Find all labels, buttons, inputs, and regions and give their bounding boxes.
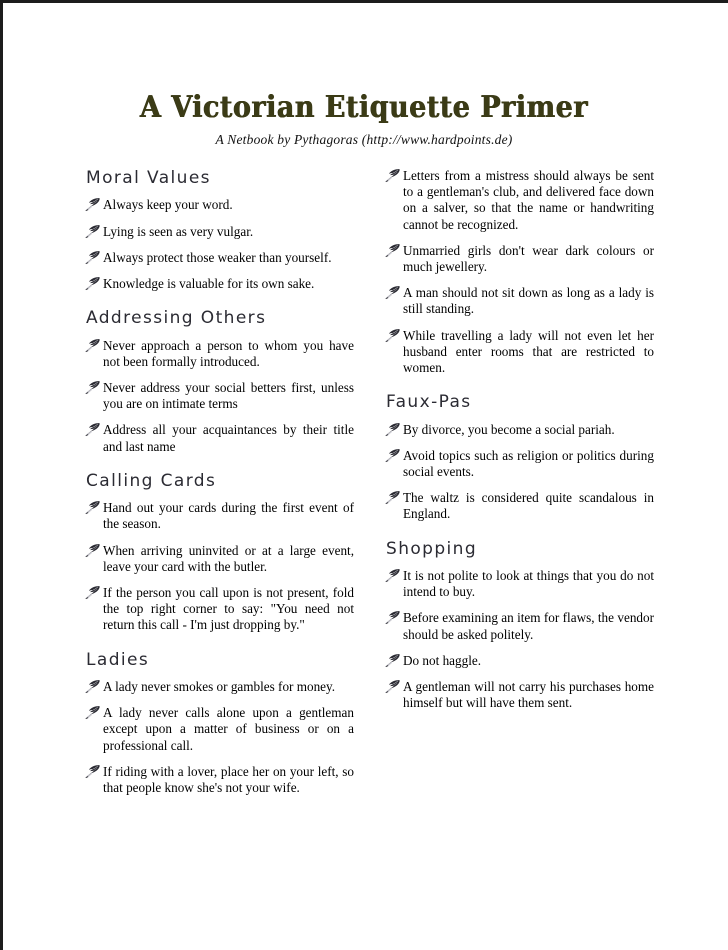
rule-item xyxy=(384,610,654,642)
section-heading: Moral Values xyxy=(86,168,211,188)
right-column xyxy=(384,168,654,711)
page-edge-top xyxy=(0,0,728,3)
quill-pen-icon xyxy=(384,328,401,343)
rule-text: Letters from a mistress should always be sent to a gentleman's club, and delivered face down on a salver, so that the name or handwriting cannot be recognized. xyxy=(403,168,654,232)
rule-list xyxy=(384,422,654,523)
rule-item xyxy=(84,197,354,213)
rule-list xyxy=(84,197,354,292)
section xyxy=(384,539,654,712)
rule-item xyxy=(84,338,354,370)
rule-text: Before examining an item for flaws, the vendor should be asked politely. xyxy=(403,610,654,642)
quill-pen-icon xyxy=(384,448,401,463)
section-heading: Shopping xyxy=(386,538,478,559)
rule-item xyxy=(384,328,654,377)
quill-pen-icon xyxy=(384,653,401,668)
rule-list xyxy=(84,338,354,455)
rule-list xyxy=(384,168,654,376)
left-column xyxy=(84,168,354,796)
quill-pen-icon xyxy=(84,224,101,239)
section xyxy=(84,471,354,634)
rule-text: Never approach a person to whom you have not been formally introduced. xyxy=(103,337,354,369)
rule-item xyxy=(384,679,654,711)
section-heading: Ladies xyxy=(86,649,150,670)
rule-item xyxy=(384,448,654,480)
rule-list xyxy=(84,679,354,796)
rule-text: If riding with a lover, place her on your left, so that people know she's not your wife. xyxy=(103,763,354,796)
rule-item xyxy=(84,585,354,634)
two-column-body xyxy=(0,168,728,796)
quill-pen-icon xyxy=(384,285,401,300)
section xyxy=(384,168,654,376)
rule-text: When arriving uninvited or at a large event, leave your card with the butler. xyxy=(103,542,354,574)
quill-pen-icon xyxy=(384,168,401,183)
rule-text: If the person you call upon is not present, fold the top right corner to say: "You need not return this call - I'm just dropping by." xyxy=(103,585,354,633)
document-subtitle: A Netbook by Pythagoras (http://www.hardpoints.de) xyxy=(215,131,513,147)
rule-text: By divorce, you become a social pariah. xyxy=(403,421,615,437)
quill-pen-icon xyxy=(84,276,101,291)
rule-text: Unmarried girls don't wear dark colours or much jewellery. xyxy=(403,242,654,275)
rule-item xyxy=(84,422,354,454)
quill-pen-icon xyxy=(84,250,101,265)
quill-pen-icon xyxy=(84,764,101,779)
rule-item xyxy=(384,243,654,275)
document-title: A Victorian Etiquette Primer xyxy=(139,90,589,125)
rule-item xyxy=(384,422,654,438)
rule-item xyxy=(84,500,354,532)
rule-text: Never address your social betters first, unless you are on intimate terms xyxy=(103,380,354,412)
rule-text: While travelling a lady will not even let her husband enter rooms that are restricted to women. xyxy=(403,327,654,376)
section-heading: Calling Cards xyxy=(86,470,217,491)
quill-pen-icon xyxy=(84,500,101,515)
quill-pen-icon xyxy=(384,568,401,583)
rule-item xyxy=(84,543,354,575)
quill-pen-icon xyxy=(384,490,401,505)
rule-text: Always keep your word. xyxy=(103,197,233,213)
section-heading: Addressing Others xyxy=(86,308,267,329)
quill-pen-icon xyxy=(84,543,101,558)
rule-text: A lady never smokes or gambles for money. xyxy=(103,679,336,695)
rule-text: A man should not sit down as long as a lady is still standing. xyxy=(403,285,654,317)
quill-pen-icon xyxy=(84,705,101,720)
rule-list xyxy=(84,500,354,633)
rule-item xyxy=(84,250,354,266)
rule-text: Address all your acquaintances by their title and last name xyxy=(103,422,354,454)
quill-pen-icon xyxy=(84,380,101,395)
rule-item xyxy=(384,490,654,522)
rule-text: Lying is seen as very vulgar. xyxy=(103,223,254,239)
section xyxy=(84,308,354,455)
rule-text: It is not polite to look at things that you do not intend to buy. xyxy=(403,568,654,600)
rule-text: A lady never calls alone upon a gentleman except upon a matter of business or on a professional call. xyxy=(103,705,354,753)
quill-pen-icon xyxy=(384,422,401,437)
masthead xyxy=(0,0,728,148)
section xyxy=(84,168,354,292)
rule-text: Avoid topics such as religion or politics during social events. xyxy=(403,447,654,480)
rule-item xyxy=(84,764,354,796)
rule-text: Do not haggle. xyxy=(403,652,482,668)
rule-item xyxy=(84,380,354,412)
rule-text: Always protect those weaker than yourself. xyxy=(103,249,332,265)
rule-item xyxy=(84,705,354,754)
quill-pen-icon xyxy=(84,197,101,212)
rule-item xyxy=(84,679,354,695)
rule-item xyxy=(384,653,654,669)
quill-pen-icon xyxy=(84,422,101,437)
rule-item xyxy=(384,285,654,317)
quill-pen-icon xyxy=(384,243,401,258)
section xyxy=(84,650,354,797)
quill-pen-icon xyxy=(84,585,101,600)
rule-text: The waltz is considered quite scandalous in England. xyxy=(403,490,654,522)
rule-item xyxy=(84,224,354,240)
section xyxy=(384,392,654,522)
section-heading: Faux-Pas xyxy=(386,392,472,413)
rule-text: Hand out your cards during the first event of the season. xyxy=(103,500,354,532)
quill-pen-icon xyxy=(384,679,401,694)
rule-item xyxy=(384,568,654,600)
rule-item xyxy=(384,168,654,233)
rule-text: Knowledge is valuable for its own sake. xyxy=(103,276,315,291)
rule-text: A gentleman will not carry his purchases home himself but will have them sent. xyxy=(403,679,654,711)
quill-pen-icon xyxy=(84,679,101,694)
rule-list xyxy=(384,568,654,711)
quill-pen-icon xyxy=(84,338,101,353)
rule-item xyxy=(84,276,354,292)
quill-pen-icon xyxy=(384,610,401,625)
